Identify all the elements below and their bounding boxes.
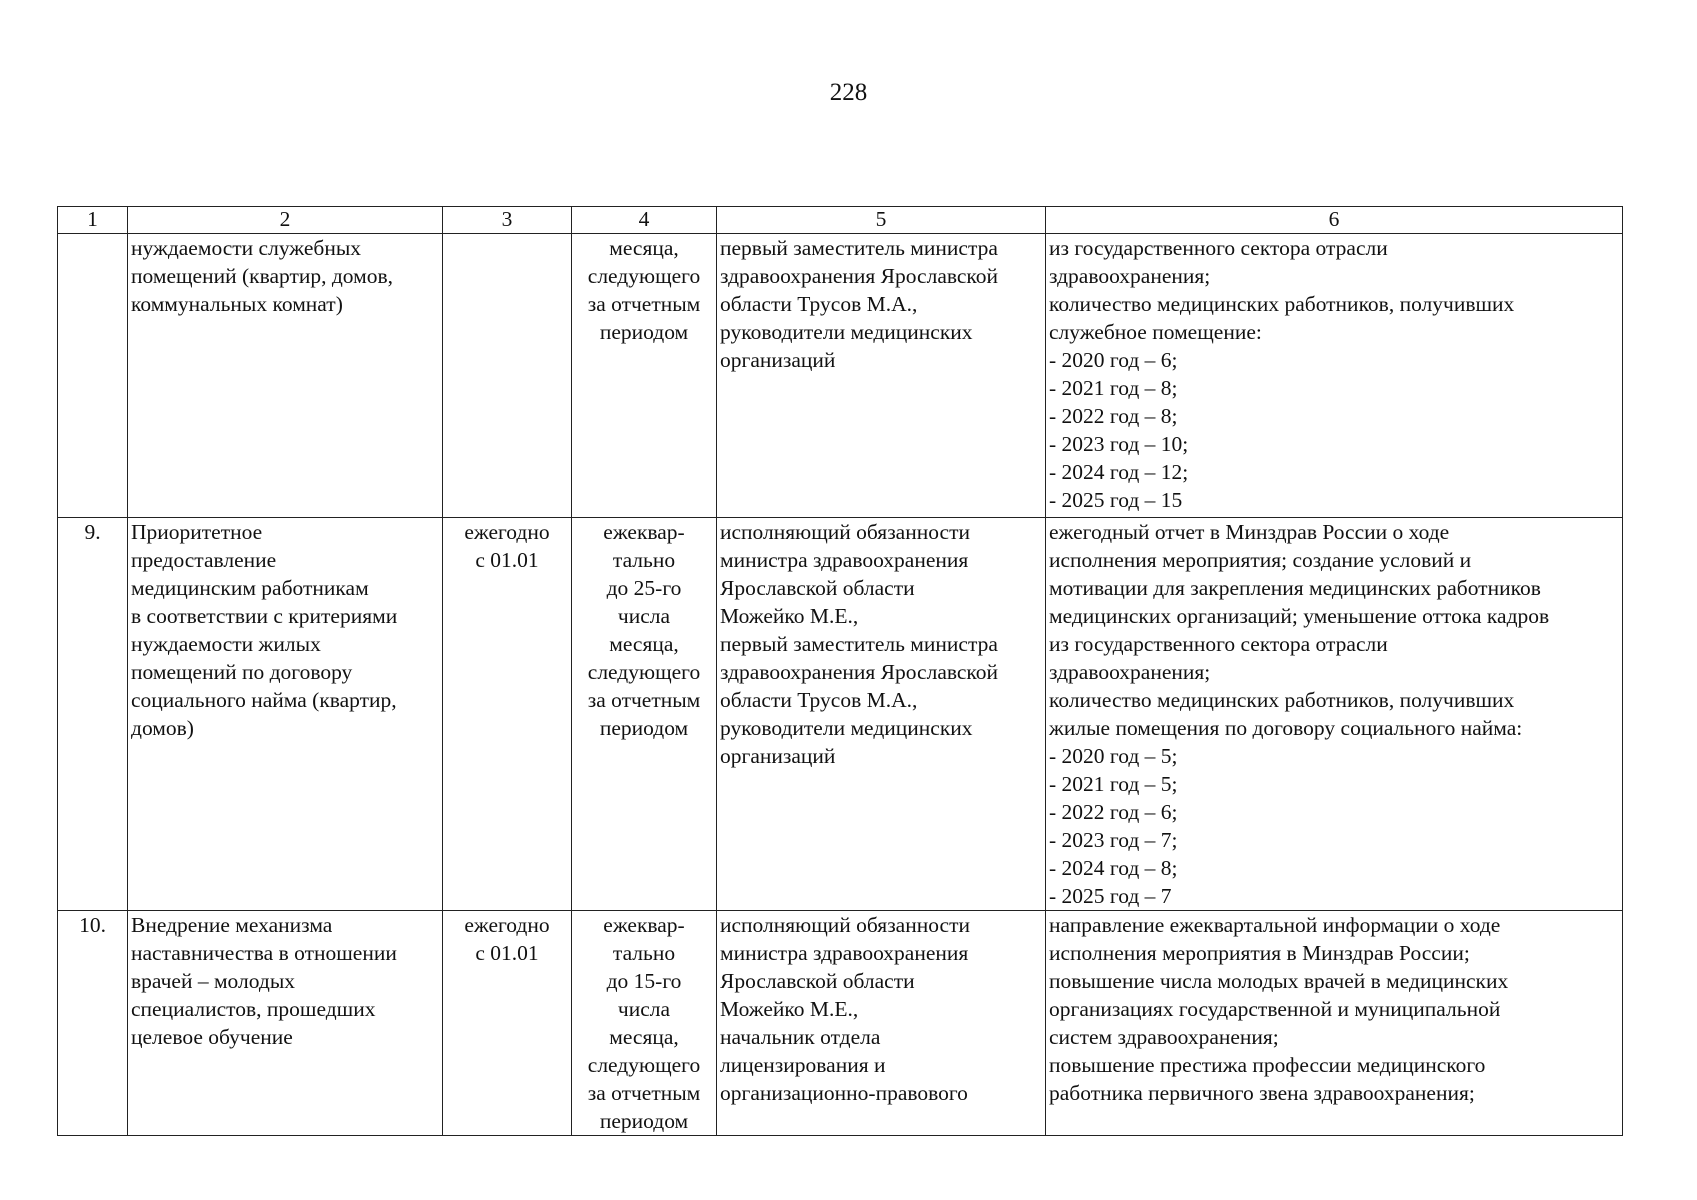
cell-line: - 2021 год – 5; xyxy=(1049,772,1178,796)
cell-line: домов) xyxy=(131,716,194,740)
row-number-cell xyxy=(58,234,128,518)
result-cell xyxy=(1046,911,1623,1136)
activity-cell xyxy=(128,234,443,518)
cell-line: медицинских организаций; уменьшение оттока кадров xyxy=(1049,604,1550,628)
cell-line: помещений (квартир, домов, xyxy=(131,264,394,288)
column-header: 2 xyxy=(128,207,443,234)
column-number-row xyxy=(58,207,1623,234)
row-number-cell: 9. xyxy=(58,518,128,911)
column-header: 3 xyxy=(443,207,572,234)
cell-line: периодом xyxy=(599,716,689,740)
periodicity-cell xyxy=(572,518,717,911)
cell-line: здравоохранения; xyxy=(1049,660,1211,684)
cell-line: до 15-го xyxy=(606,969,682,993)
cell-line: нуждаемости служебных xyxy=(131,236,362,260)
start-date-cell xyxy=(443,518,572,911)
table-row xyxy=(58,911,1623,1136)
cell-line: - 2022 год – 8; xyxy=(1049,404,1178,428)
start-date-cell xyxy=(443,911,572,1136)
cell-line: первый заместитель министра xyxy=(720,632,998,656)
cell-line: Ярославской области xyxy=(720,576,915,600)
cell-line: - 2021 год – 8; xyxy=(1049,376,1178,400)
table-row xyxy=(58,518,1623,911)
cell-line: врачей – молодых xyxy=(131,969,296,993)
cell-line: с 01.01 xyxy=(475,941,539,965)
cell-line: жилые помещения по договору социального найма: xyxy=(1049,716,1523,740)
cell-line: периодом xyxy=(599,320,689,344)
cell-line: организациях государственной и муниципальной xyxy=(1049,997,1501,1021)
cell-line: области Трусов М.А., xyxy=(720,292,918,316)
start-date-cell xyxy=(443,234,572,518)
cell-line: до 25-го xyxy=(606,576,682,600)
table-row xyxy=(58,234,1623,518)
measures-table xyxy=(57,206,1623,1136)
cell-line: целевое обучение xyxy=(131,1025,293,1049)
cell-line: Внедрение механизма xyxy=(131,913,333,937)
cell-line: министра здравоохранения xyxy=(720,548,969,572)
cell-line: ежеквар- xyxy=(603,520,685,544)
cell-line: работника первичного звена здравоохранения; xyxy=(1049,1081,1475,1105)
cell-line: специалистов, прошедших xyxy=(131,997,376,1021)
cell-line: исполняющий обязанности xyxy=(720,913,970,937)
cell-line: за отчетным xyxy=(587,688,701,712)
cell-line: - 2024 год – 8; xyxy=(1049,856,1178,880)
cell-line: из государственного сектора отрасли xyxy=(1049,236,1388,260)
page-number: 228 xyxy=(829,79,868,106)
cell-line: Можейко М.Е., xyxy=(720,604,859,628)
responsible-cell xyxy=(717,518,1046,911)
column-header: 4 xyxy=(572,207,717,234)
responsible-cell xyxy=(717,234,1046,518)
cell-line: министра здравоохранения xyxy=(720,941,969,965)
cell-line: мотивации для закрепления медицинских работников xyxy=(1049,576,1541,600)
cell-line: нуждаемости жилых xyxy=(131,632,321,656)
cell-line: наставничества в отношении xyxy=(131,941,397,965)
cell-line: месяца, xyxy=(609,632,679,656)
cell-line: тально xyxy=(612,941,676,965)
cell-line: помещений по договору xyxy=(131,660,353,684)
cell-line: здравоохранения Ярославской xyxy=(720,264,999,288)
cell-line: Приоритетное xyxy=(131,520,263,544)
cell-line: числа xyxy=(617,997,671,1021)
cell-line: руководители медицинских xyxy=(720,716,973,740)
column-header: 1 xyxy=(58,207,128,234)
cell-line: здравоохранения; xyxy=(1049,264,1211,288)
cell-line: руководители медицинских xyxy=(720,320,973,344)
cell-line: исполнения мероприятия; создание условий и xyxy=(1049,548,1472,572)
cell-line: ежеквар- xyxy=(603,913,685,937)
cell-line: организаций xyxy=(720,348,836,372)
cell-line: ежегодно xyxy=(464,520,550,544)
cell-line: следующего xyxy=(587,264,701,288)
cell-line: предоставление xyxy=(131,548,277,572)
cell-line: тально xyxy=(612,548,676,572)
cell-line: исполнения мероприятия в Минздрав России; xyxy=(1049,941,1470,965)
cell-line: в соответствии с критериями xyxy=(131,604,398,628)
cell-line: - 2022 год – 6; xyxy=(1049,800,1178,824)
cell-line: направление ежеквартальной информации о ходе xyxy=(1049,913,1501,937)
cell-line: числа xyxy=(617,604,671,628)
cell-line: следующего xyxy=(587,1053,701,1077)
activity-cell xyxy=(128,518,443,911)
cell-line: - 2023 год – 10; xyxy=(1049,432,1189,456)
cell-line: с 01.01 xyxy=(475,548,539,572)
cell-line: Можейко М.Е., xyxy=(720,997,859,1021)
cell-line: - 2023 год – 7; xyxy=(1049,828,1178,852)
cell-line: повышение престижа профессии медицинского xyxy=(1049,1053,1486,1077)
cell-line: - 2024 год – 12; xyxy=(1049,460,1189,484)
cell-line: месяца, xyxy=(609,236,679,260)
cell-line: - 2025 год – 7 xyxy=(1049,884,1172,908)
cell-line: служебное помещение: xyxy=(1049,320,1262,344)
cell-line: начальник отдела xyxy=(720,1025,881,1049)
cell-line: ежегодный отчет в Минздрав России о ходе xyxy=(1049,520,1450,544)
column-header: 5 xyxy=(717,207,1046,234)
cell-line: коммунальных комнат) xyxy=(131,292,343,316)
result-cell xyxy=(1046,518,1623,911)
cell-line: здравоохранения Ярославской xyxy=(720,660,999,684)
cell-line: месяца, xyxy=(609,1025,679,1049)
cell-line: количество медицинских работников, получивших xyxy=(1049,688,1515,712)
cell-line: количество медицинских работников, получивших xyxy=(1049,292,1515,316)
row-number-cell: 10. xyxy=(58,911,128,1136)
cell-line: лицензирования и xyxy=(720,1053,886,1077)
cell-line: систем здравоохранения; xyxy=(1049,1025,1279,1049)
cell-line: - 2020 год – 5; xyxy=(1049,744,1178,768)
result-cell xyxy=(1046,234,1623,518)
cell-line: ежегодно xyxy=(464,913,550,937)
responsible-cell xyxy=(717,911,1046,1136)
column-header: 6 xyxy=(1046,207,1623,234)
cell-line: исполняющий обязанности xyxy=(720,520,970,544)
cell-line: повышение числа молодых врачей в медицинских xyxy=(1049,969,1509,993)
cell-line: первый заместитель министра xyxy=(720,236,998,260)
cell-line: социального найма (квартир, xyxy=(131,688,397,712)
cell-line: следующего xyxy=(587,660,701,684)
cell-line: организаций xyxy=(720,744,836,768)
periodicity-cell xyxy=(572,234,717,518)
cell-line: за отчетным xyxy=(587,292,701,316)
cell-line: области Трусов М.А., xyxy=(720,688,918,712)
cell-line: организационно-правового xyxy=(720,1081,968,1105)
cell-line: - 2020 год – 6; xyxy=(1049,348,1178,372)
periodicity-cell xyxy=(572,911,717,1136)
cell-line: медицинским работникам xyxy=(131,576,369,600)
cell-line: Ярославской области xyxy=(720,969,915,993)
activity-cell xyxy=(128,911,443,1136)
cell-line: периодом xyxy=(599,1109,689,1133)
cell-line: - 2025 год – 15 xyxy=(1049,488,1183,512)
cell-line: из государственного сектора отрасли xyxy=(1049,632,1388,656)
cell-line: за отчетным xyxy=(587,1081,701,1105)
